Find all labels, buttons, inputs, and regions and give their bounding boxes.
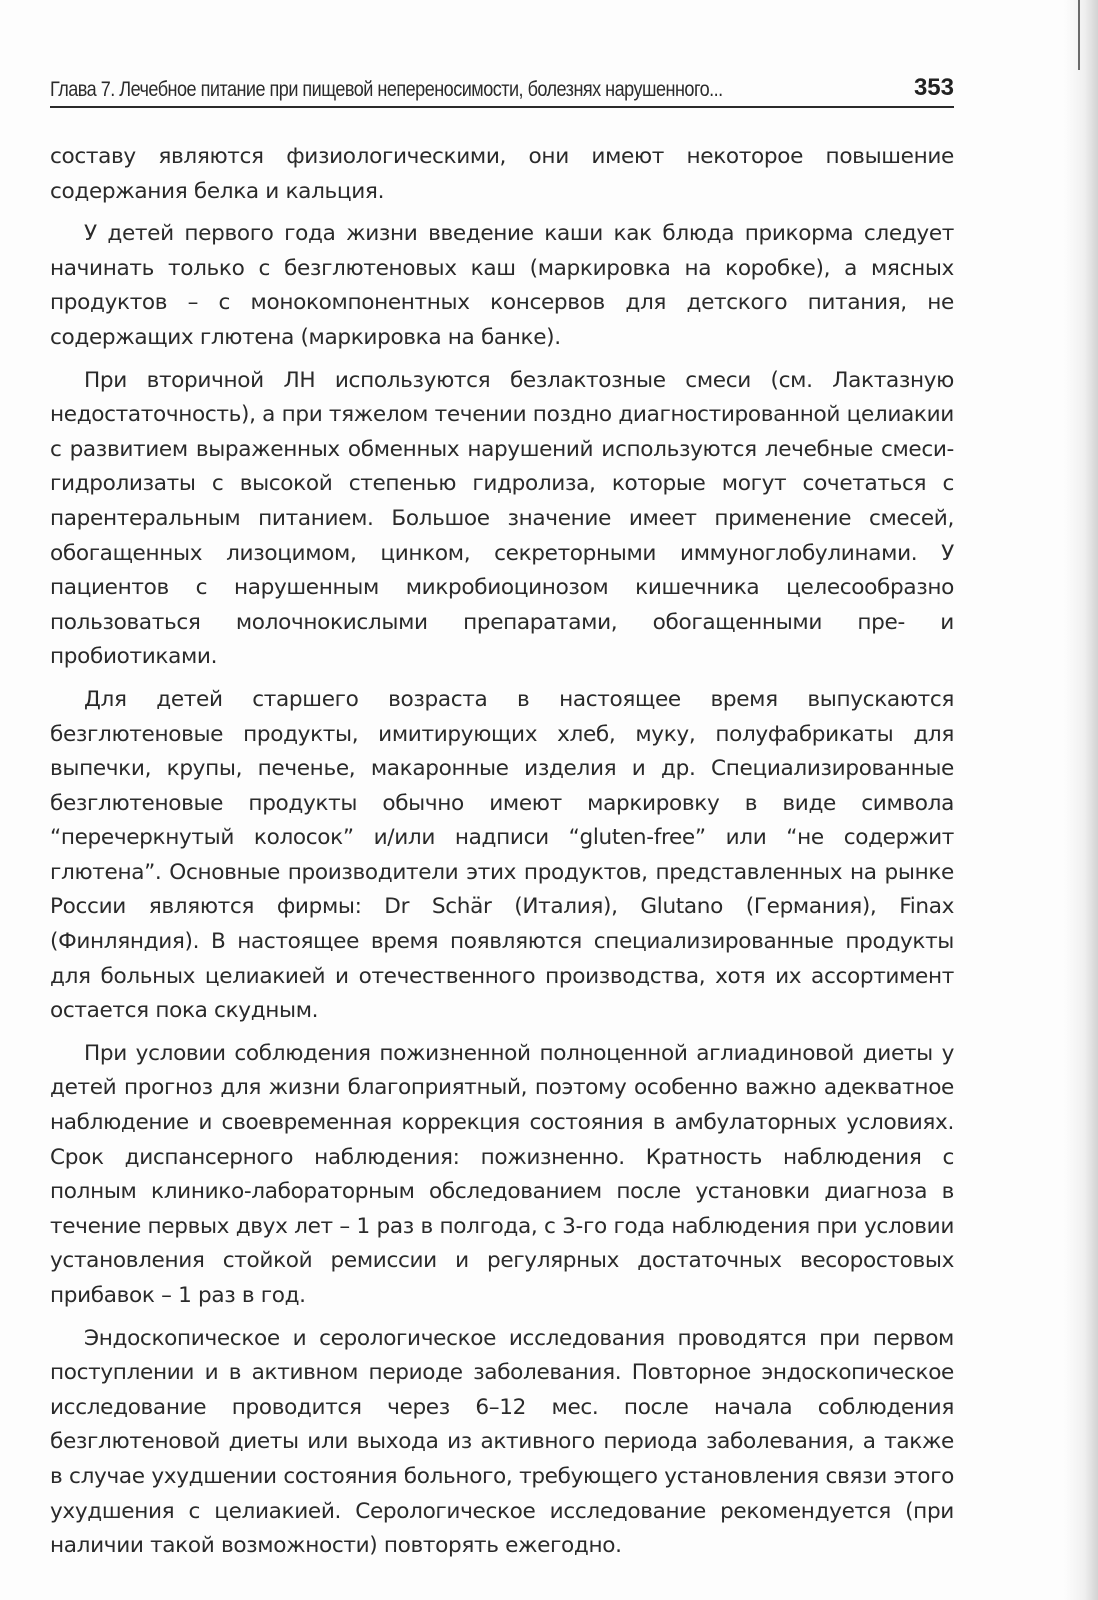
running-header	[50, 74, 954, 108]
paragraph-gluten-free-products: Для детей старшего возраста в настоящее время выпускаются безглютеновые продукты, имитирующих хлеб, муку, полуфабрикаты для выпечки, крупы, печенье, макаронные изделия и др. Специализированные безглютеновые продукты обычно имеют маркировку в виде символа “перечеркнутый колосок” и/или надписи “gluten-free” или “не содержит глютена”. Основные производители этих продуктов, представленных на рынке России являются фирмы: Dr Schär (Италия), Glutano (Германия), Finax (Финляндия). В настоящее время появляются специализированные продукты для больных целиакией и отечественного производства, хотя их ассортимент остается пока скудным.	[50, 686, 954, 1024]
paragraph-endoscopy: Эндоскопическое и серологическое исследования проводятся при первом поступлении и в активном периоде заболевания. Повторное эндоскопическое исследование проводится через 6–12 мес. после начала соблюдения безглютеновой диеты или выхода из активного периода заболевания, а также в случае ухудшении состояния больного, требующего установления связи этого ухудшения с целиакией. Серологическое исследование рекомендуется (при наличии такой возможности) повторять ежегодно.	[50, 1325, 954, 1559]
paragraph-infant-porridge: У детей первого года жизни введение каши как блюда прикорма следует начинать только с безглютеновых каш (маркировка на коробке), а мясных продуктов – с монокомпонентных консервов для детского питания, не содержащих глютена (маркировка на банке).	[50, 221, 954, 350]
page-number: 353	[913, 74, 954, 101]
scan-edge-line	[1078, 0, 1080, 70]
paragraph-prognosis: При условии соблюдения пожизненной полноценной аглиадиновой диеты у детей прогноз для жизни благоприятный, поэтому особенно важно адекватное наблюдение и своевременная коррекция состояния в амбулаторных условиях. Срок диспансерного наблюдения: пожизненно. Кратность наблюдения с полным клинико-лабораторным обследованием после установки диагноза в течение первых двух лет – 1 раз в полгода, с 3-го года наблюдения при условии установления стойкой ремиссии и регулярных достаточных весоростовых прибавок – 1 раз в год.	[50, 1040, 954, 1308]
body-text	[50, 140, 954, 1572]
paragraph-secondary-lactase: При вторичной ЛН используются безлактозные смеси (см. Лактазную недостаточность), а при тяжелом течении поздно диагностированной целиакии с развитием выраженных обменных нарушений используются лечебные смеси-гидролизаты с высокой степенью гидролиза, которые могут сочетаться с парентеральным питанием. Большое значение имеет применение смесей, обогащенных лизоцимом, цинком, секреторными иммуноглобулинами. У пациентов с нарушенным микробиоцинозом кишечника целесообразно пользоваться молочнокислыми препаратами, обогащенными пре- и пробиотиками.	[50, 367, 954, 670]
chapter-title: Глава 7. Лечебное питание при пищевой непереносимости, болезнях нарушенного...	[50, 78, 723, 101]
scan-edge-shadow	[1064, 0, 1098, 1600]
paragraph-continuation: составу являются физиологическими, они имеют некоторое повышение содержания белка и кальция.	[50, 144, 954, 204]
